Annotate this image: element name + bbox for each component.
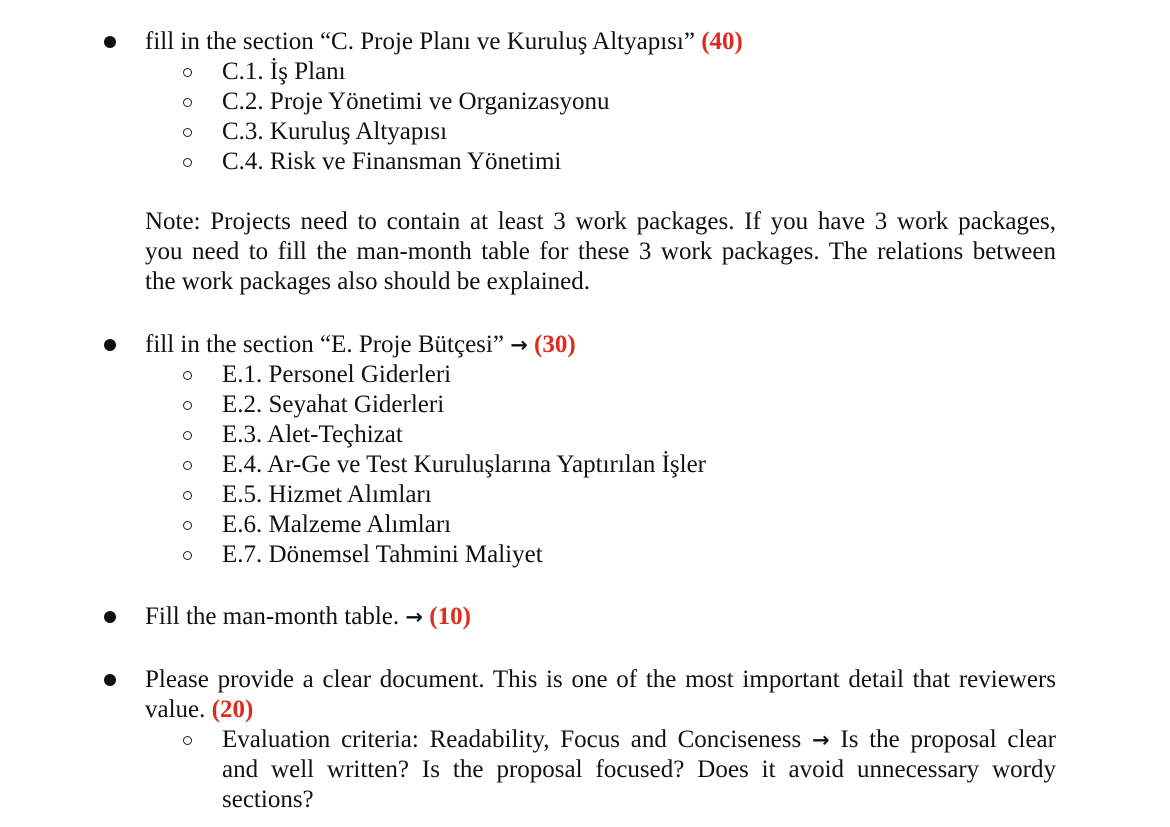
section-e-item: E.4. Ar-Ge ve Test Kuruluşlarına Yaptırılan İşler <box>222 451 706 478</box>
section-c-item: C.3. Kuruluş Altyapısı <box>222 118 448 145</box>
section-c-item: C.2. Proje Yönetimi ve Organizasyonu <box>222 88 610 115</box>
section-c-text: fill in the section “C. Proje Planı ve Kuruluş Altyapısı” <box>145 28 695 55</box>
section-e-item: E.5. Hizmet Alımları <box>222 481 432 508</box>
note-line: you need to fill the man-month table for these 3 work packages. The relations between <box>145 238 1056 265</box>
criteria-line: Evaluation criteria: Readability, Focus and Conciseness → Is the proposal clear <box>222 726 1056 753</box>
section-c-item: C.1. İş Planı <box>222 58 346 85</box>
circle-bullet-icon <box>183 461 192 470</box>
section-e-score: (30) <box>534 331 576 358</box>
man-month-text: Fill the man-month table. <box>145 603 400 630</box>
bullet-icon <box>104 611 116 623</box>
section-e-item: E.1. Personel Giderleri <box>222 361 452 388</box>
circle-bullet-icon <box>183 736 192 745</box>
man-month-score: (10) <box>429 603 471 630</box>
section-c-score: (40) <box>701 28 743 55</box>
criteria-line: and well written? Is the proposal focused? Does it avoid unnecessary wordy <box>222 756 1056 783</box>
criteria-line: sections? <box>222 786 314 813</box>
clear-doc-line: Please provide a clear document. This is one of the most important detail that reviewers <box>145 666 1056 693</box>
man-month-heading <box>145 602 471 632</box>
bullet-icon <box>104 339 116 351</box>
section-e-text: fill in the section “E. Proje Bütçesi” <box>145 331 504 358</box>
circle-bullet-icon <box>183 371 192 380</box>
circle-bullet-icon <box>183 68 192 77</box>
circle-bullet-icon <box>183 431 192 440</box>
section-e-item: E.2. Seyahat Giderleri <box>222 391 445 418</box>
note-line: Note: Projects need to contain at least 3 work packages. If you have 3 work packages, <box>145 208 1056 235</box>
right-arrow-icon: → <box>405 605 423 629</box>
bullet-icon <box>104 674 116 686</box>
circle-bullet-icon <box>183 491 192 500</box>
section-e-item: E.3. Alet-Teçhizat <box>222 421 403 448</box>
circle-bullet-icon <box>183 128 192 137</box>
section-c-heading <box>145 27 743 57</box>
clear-doc-score: (20) <box>211 696 254 723</box>
note-line: the work packages also should be explained. <box>145 268 591 295</box>
circle-bullet-icon <box>183 521 192 530</box>
circle-bullet-icon <box>183 401 192 410</box>
right-arrow-icon: → <box>510 333 528 357</box>
right-arrow-icon: → <box>812 728 830 752</box>
section-e-heading <box>145 330 576 360</box>
circle-bullet-icon <box>183 98 192 107</box>
section-c-item: C.4. Risk ve Finansman Yönetimi <box>222 148 562 175</box>
bullet-icon <box>104 36 116 48</box>
circle-bullet-icon <box>183 551 192 560</box>
circle-bullet-icon <box>183 158 192 167</box>
section-e-item: E.6. Malzeme Alımları <box>222 511 452 538</box>
section-e-item: E.7. Dönemsel Tahmini Maliyet <box>222 541 543 568</box>
clear-doc-line: value. (20) <box>145 696 254 723</box>
